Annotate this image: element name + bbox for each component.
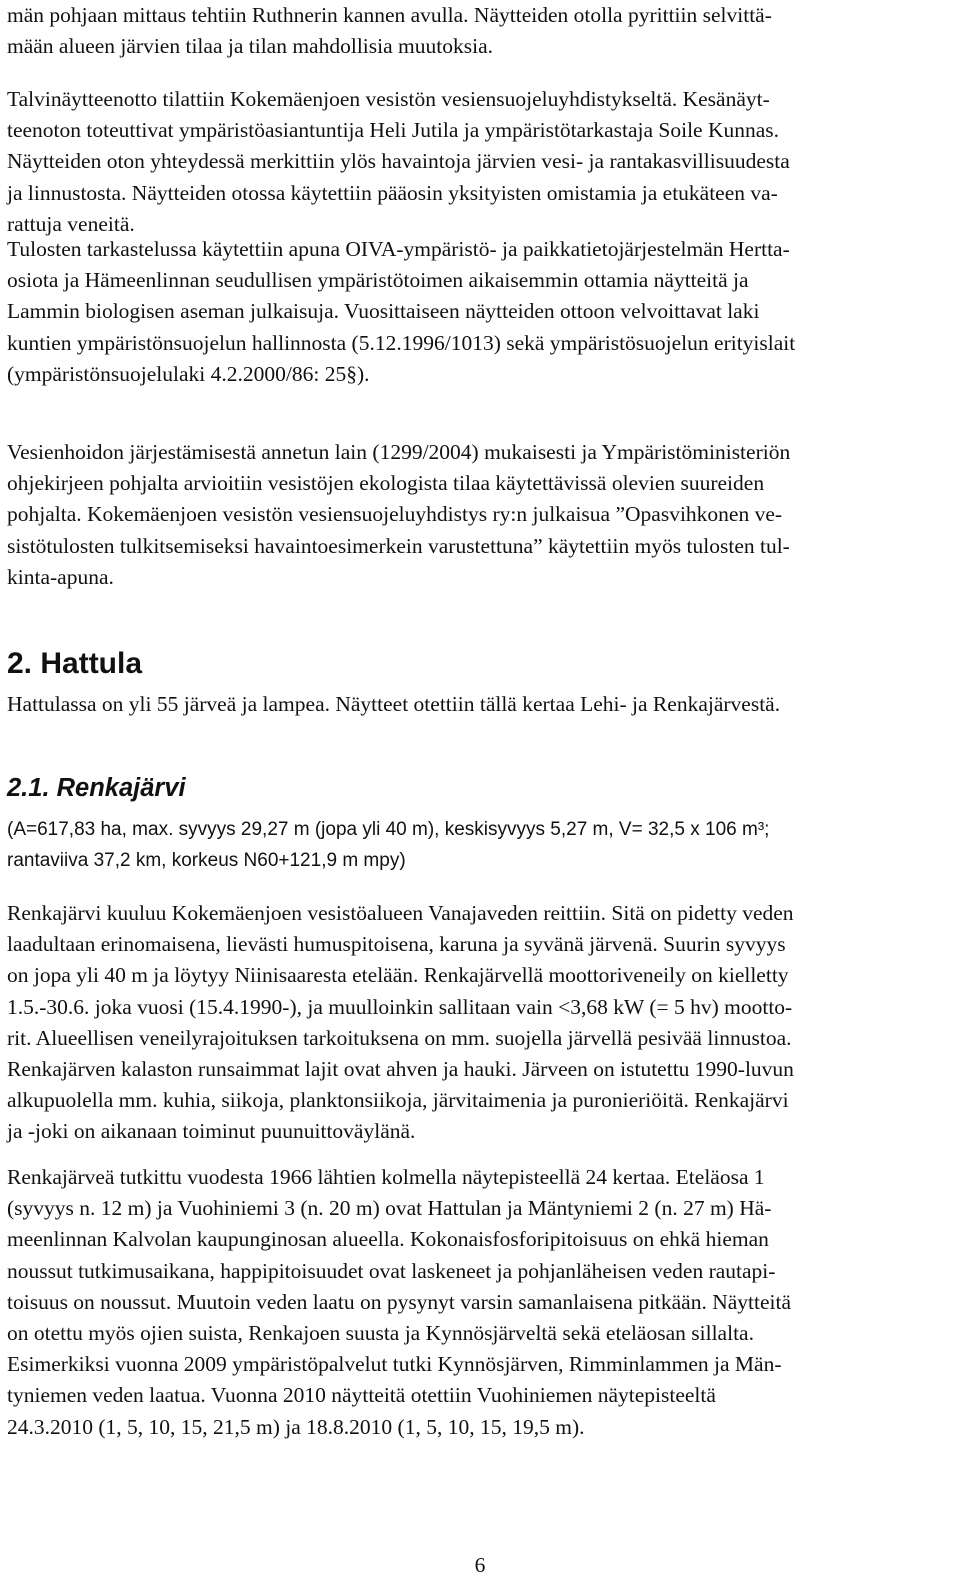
renkajarvi-research-paragraph bbox=[7, 1162, 791, 1443]
text-line: Tulosten tarkastelussa käytettiin apuna OIVA-ympäristö- ja paikkatietojärjestelmän Hertta- bbox=[7, 237, 790, 261]
text-line: sistötulosten tulkitsemiseksi havaintoesimerkein varustettuna” käytettiin myös tulosten tul- bbox=[7, 533, 790, 558]
page-number: 6 bbox=[474, 1553, 486, 1577]
text-line: kinta-apuna. bbox=[7, 564, 114, 589]
text-line: (ympäristönsuojelulaki 4.2.2000/86: 25§). bbox=[7, 361, 370, 386]
text-line: mään alueen järvien tilaa ja tilan mahdollisia muutoksia. bbox=[7, 34, 493, 59]
text-line: tyniemen veden laatua. Vuonna 2010 näytteitä otettiin Vuohiniemen näytepisteeltä bbox=[7, 1383, 716, 1408]
text-line: ja linnustosta. Näytteiden otossa käytettiin pääosin yksityisten omistamia ja etukäteen va- bbox=[7, 180, 778, 205]
text-line: rit. Alueellisen veneilyrajoituksen tarkoituksena on mm. suojella järvellä pesivää linnustoa. bbox=[7, 1025, 792, 1050]
subsection-heading-renkajarvi: 2.1. Renkajärvi bbox=[7, 774, 186, 802]
intro-paragraph bbox=[7, 0, 772, 62]
text-line: alkupuolella mm. kuhia, siikoja, planktonsiikoja, järvitaimenia ja puronieriöitä. Renkajärvi bbox=[7, 1088, 789, 1113]
text-line: Lammin biologisen aseman julkaisuja. Vuosittaiseen näytteiden ottoon velvoittavat laki bbox=[7, 299, 760, 324]
water-management-paragraph bbox=[7, 437, 790, 593]
text-line: (A=617,83 ha, max. syvyys 29,27 m (jopa yli 40 m), keskisyvyys 5,27 m, V= 32,5 x 106 m³; bbox=[7, 819, 770, 840]
sampling-paragraph bbox=[7, 84, 790, 240]
text-line: Renkajärvi kuuluu Kokemäenjoen vesistöalueen Vanajaveden reittiin. Sitä on pidetty veden bbox=[7, 901, 794, 925]
text-line: 1.5.-30.6. joka vuosi (15.4.1990-), ja muulloinkin sallitaan vain <3,68 kW (= 5 hv) mootto- bbox=[7, 994, 793, 1019]
text-line: Hattulassa on yli 55 järveä ja lampea. Näytteet otettiin tällä kertaa Lehi- ja Renkajärvestä. bbox=[7, 692, 781, 716]
text-line: Renkajärven kalaston runsaimmat lajit ovat ahven ja hauki. Järveen on istutettu 1990-luvun bbox=[7, 1057, 794, 1082]
text-line: rantaviiva 37,2 km, korkeus N60+121,9 m mpy) bbox=[7, 850, 406, 872]
text-line: noussut tutkimusaikana, happipitoisuudet ovat laskeneet ja pohjanläheisen veden rautapi- bbox=[7, 1258, 776, 1283]
text-line: (syvyys n. 12 m) ja Vuohiniemi 3 (n. 20 m) ovat Hattulan ja Mäntyniemi 2 (n. 27 m) Hä- bbox=[7, 1196, 772, 1221]
text-line: on jopa yli 40 m ja löytyy Niinisaaresta etelään. Renkajärvellä moottoriveneily on kielletty bbox=[7, 963, 789, 988]
text-line: meenlinnan Kalvolan kaupunginosan alueella. Kokonaisfosforipitoisuus on ehkä hieman bbox=[7, 1227, 769, 1252]
text-line: toisuus on noussut. Muutoin veden laatu on pysynyt varsin samanlaisena pitkään. Näytteitä bbox=[7, 1289, 792, 1314]
text-line: kuntien ympäristönsuojelun hallinnosta (5.12.1996/1013) sekä ympäristösuojelun erityislait bbox=[7, 330, 796, 355]
text-line: 24.3.2010 (1, 5, 10, 15, 21,5 m) ja 18.8.2010 (1, 5, 10, 15, 19,5 m). bbox=[7, 1414, 585, 1439]
text-line: ohjekirjeen pohjalta arvioitiin vesistöjen ekologista tilaa käytettävissä olevien suureiden bbox=[7, 471, 765, 496]
text-line: on otettu myös ojien suista, Renkajoen suusta ja Kynnösjärveltä sekä eteläosan sillalta. bbox=[7, 1321, 754, 1346]
section-heading-hattula: 2. Hattula bbox=[7, 647, 143, 680]
text-line: Renkajärveä tutkittu vuodesta 1966 lähtien kolmella näytepisteellä 24 kertaa. Eteläosa 1 bbox=[7, 1165, 765, 1189]
text-line: Vesienhoidon järjestämisestä annetun lain (1299/2004) mukaisesti ja Ympäristöministeriön bbox=[7, 440, 791, 464]
renkajarvi-facts bbox=[7, 814, 769, 876]
text-line: rattuja veneitä. bbox=[7, 211, 135, 236]
text-line: pohjalta. Kokemäenjoen vesistön vesiensuojeluyhdistys ry:n julkaisua ”Opasvihkonen ve- bbox=[7, 502, 783, 527]
renkajarvi-description-paragraph bbox=[7, 898, 794, 1148]
text-line: teenoton toteuttivat ympäristöasiantuntija Heli Jutila ja ympäristötarkastaja Soile Kunnas. bbox=[7, 118, 780, 143]
text-line: laadultaan erinomaisena, lievästi humuspitoisena, karuna ja syvänä järvenä. Suurin syvyys bbox=[7, 932, 786, 957]
text-line: Esimerkiksi vuonna 2009 ympäristöpalvelut tutki Kynnösjärven, Rimminlammen ja Män- bbox=[7, 1352, 782, 1377]
text-line: Näytteiden oton yhteydessä merkittiin ylös havaintoja järvien vesi- ja rantakasvillisuudesta bbox=[7, 149, 790, 174]
text-line: Talvinäytteenotto tilattiin Kokemäenjoen vesistön vesiensuojeluyhdistykseltä. Kesänäyt- bbox=[7, 87, 770, 111]
hattula-paragraph bbox=[7, 689, 780, 720]
results-paragraph bbox=[7, 234, 795, 390]
text-line: män pohjaan mittaus tehtiin Ruthnerin kannen avulla. Näytteiden otolla pyrittiin selvittä- bbox=[7, 3, 772, 27]
text-line: ja -joki on aikanaan toiminut puunuittoväylänä. bbox=[7, 1119, 416, 1144]
text-line: osiota ja Hämeenlinnan seudullisen ympäristötoimen aikaisemmin ottamia näytteitä ja bbox=[7, 268, 749, 293]
